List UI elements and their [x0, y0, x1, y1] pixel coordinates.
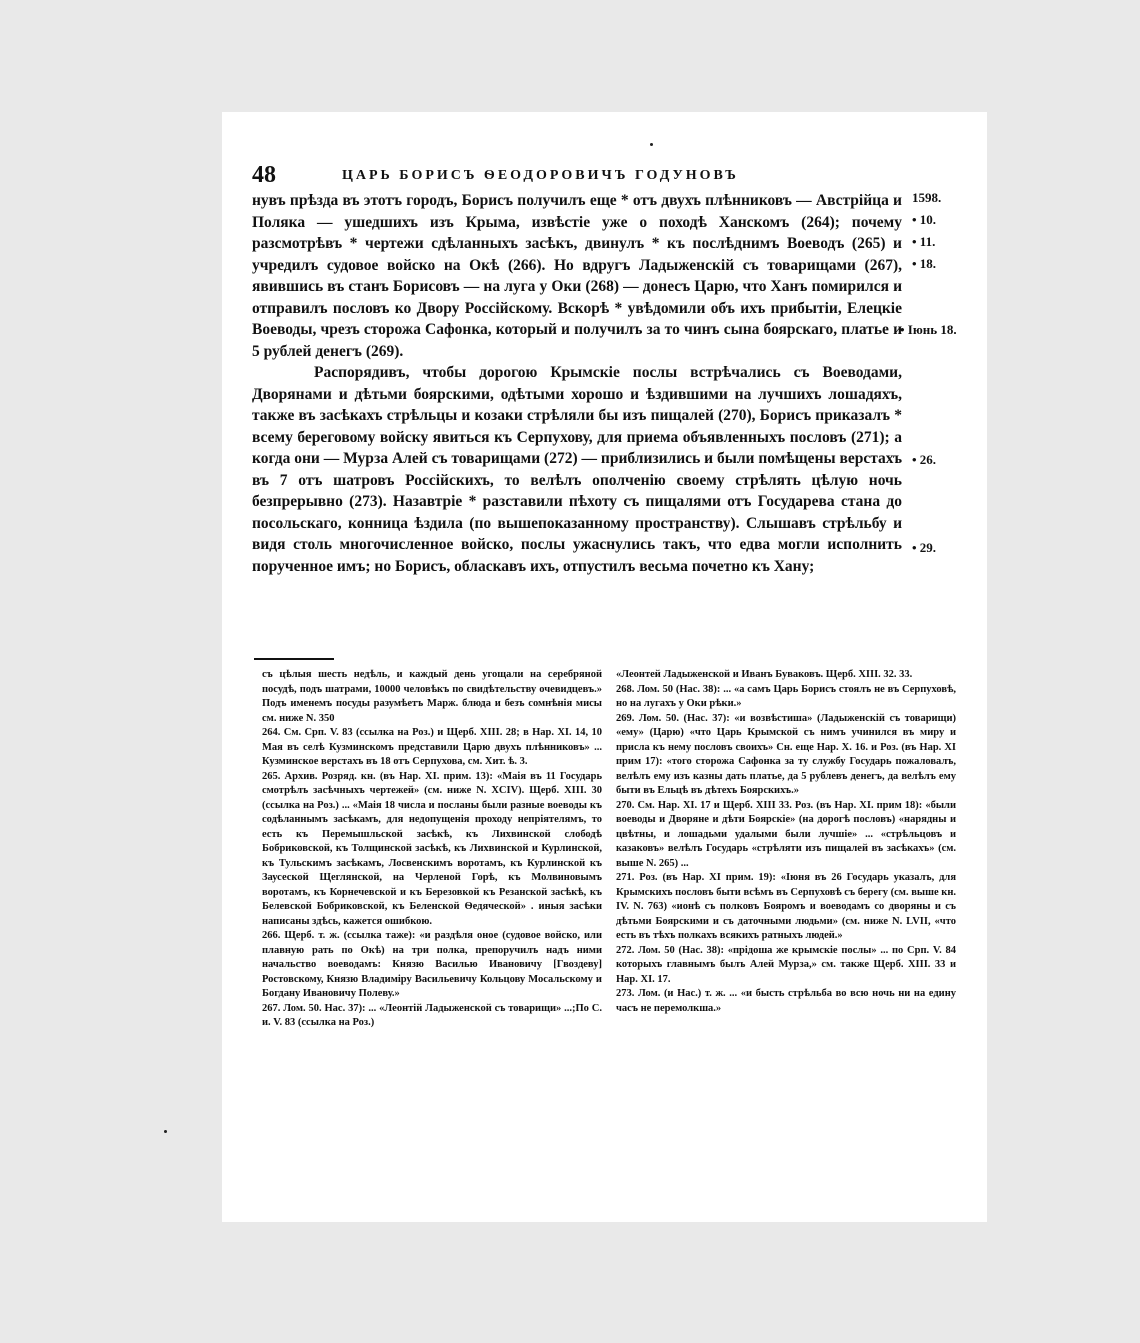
footnote: 267. Лом. 50. Нас. 37): ... «Леонтій Ладыженской съ товарищи» ...;По С. и. V. 83 (ссылка на Роз.)	[262, 1002, 602, 1028]
margin-note-date: • 10.	[912, 212, 937, 227]
dust-speck	[164, 1130, 167, 1133]
main-text	[252, 190, 902, 577]
footnote-rule	[254, 658, 334, 660]
footnote: 264. См. Срп. V. 83 (ссылка на Роз.) и Щерб. XIII. 28; в Нар. XI. 14, 10 Мая въ селѣ Кузминскомъ представили Царю двухъ плѣнниковъ» ... Кузминское верстахъ въ 18 отъ Серпухова, см. Хит. ѣ. 3.	[262, 727, 602, 767]
running-title: ЦАРЬ БОРИСЪ ѲЕОДОРОВИЧЪ ГОДУНОВЪ	[342, 168, 739, 183]
footnote: 271. Роз. (въ Нар. XI прим. 19): «Іюня въ 26 Государь указалъ, для Крымскихъ пословъ быти всѣмъ въ Серпуховѣ съ берегу (см. выше кн. IV. N. 763) «ионѣ съ полковъ Бояромъ и воеводамъ со дворяны и съ дѣтьми Боярскими и съ даточными людьми» (см. ниже N. LVII, «что есть въ тѣхъ полкахъ всякихъ ратныхъ людей.»	[616, 872, 956, 941]
paragraph: нувъ прѣзда въ этотъ городъ, Борисъ получилъ еще * отъ двухъ плѣнниковъ — Австрійца и Поляка — ушедшихъ изъ Крыма, извѣстіе уже о походѣ Ханскомъ (264); почему разсмотрѣвъ * чертежи сдѣланныхъ засѣкъ, двинулъ * къ послѣднимъ Воеводъ (265) и учредилъ судовое войско на Окѣ (266). Но вдругъ Ладыженскій съ товарищами (267), явившись въ станъ Борисовъ — на луга у Оки (268) — донесъ Царю, что Ханъ помирился и отправилъ пословъ ко Двору Россійскому. Вскорѣ * увѣдомили объ ихъ прибытіи, Елецкіе Воеводы, чрезъ сторожа Сафонка, который и получилъ за то чинъ сына боярскаго, платье и 5 рублей денегъ (269).	[252, 192, 902, 360]
page-number: 48	[252, 162, 276, 188]
footnote: 270. См. Нар. XI. 17 и Щерб. XIII 33. Роз. (въ Нар. XI. прим 18): «были воеводы и Дворяне и дѣти Боярскіе» (на дорогѣ пословъ) «нарядны и цвѣтны, и лошадьми удалыми были лучшіе» ... «стрѣльцовъ и казаковъ» велѣлъ Государь «стрѣляти изъ пищалей въ засѣкахъ» (см. выше N. 265) ...	[616, 799, 956, 869]
margin-note-date: • 26.	[912, 452, 937, 467]
margin-note-date: • 11.	[912, 234, 936, 249]
footnote: съ цѣлыя шесть недѣль, и каждый день угощали на серебряной посудѣ, подъ шатрами, 10000 человѣкъ по свидѣтельству очевидцевъ.» Подъ именемъ посуды разумѣетъ Марж. блюда и безъ сомнѣнія мисы см. ниже N. 350	[262, 669, 602, 724]
footnotes-right-column	[616, 668, 956, 1208]
page-header	[252, 162, 962, 192]
footnotes-left-column	[262, 668, 602, 1208]
footnote: 268. Лом. 50 (Нас. 38): ... «а самъ Царь Борисъ стоялъ не въ Серпуховѣ, но на лугахъ у Оки рѣки.»	[616, 683, 956, 709]
footnote: 273. Лом. (и Нас.) т. ж. ... «и бысть стрѣльба во всю ночь ни на едину часъ не перемолкша.»	[616, 988, 956, 1014]
margin-note-year: 1598.	[912, 190, 942, 205]
footnotes	[262, 668, 962, 1208]
footnote: 266. Щерб. т. ж. (ссылка таже): «и раздѣля оное (судовое войско, или плавную рать по Окѣ) на три полка, препоручилъ надъ ними начальство воеводамъ: Князю Василью Ивановичу [Гвоздеву] Ростовскому, Князю Владиміру Васильевичу Кольцову Мосальскому и Богдану Ивановичу Полеву.»	[262, 930, 602, 999]
margin-note-date: • 29.	[912, 540, 937, 555]
margin-note-date: • Іюнь 18.	[900, 322, 957, 337]
book-page	[222, 112, 987, 1222]
margin-notes	[900, 190, 982, 660]
dust-speck	[650, 143, 653, 146]
margin-note-date: • 18.	[912, 256, 937, 271]
footnote: 272. Лом. 50 (Нас. 38): «прідоша же крымскіе послы» ... по Срп. V. 84 которыхъ главнымъ былъ Алей Мурза,» см. также Щерб. XIII. 33 и Нар. XI. 17.	[616, 944, 956, 985]
footnote: «Леонтей Ладыженской и Иванъ Буваковъ. Щерб. XIII. 32. 33.	[616, 669, 913, 680]
footnote: 265. Архив. Розряд. кн. (въ Нар. XI. прим. 13): «Маія въ 11 Государь смотрѣлъ засѣчныхъ чертежей» (см. ниже N. XCIV). Щерб. XIII. 30 (ссылка на Роз.) ... «Маія 18 числа и посланы были разные воеводы къ содѣланнымъ засѣкамъ, для недопущенія проходу непріятелямъ, то есть къ Перемышльской засѣкѣ, къ Лихвинской слободѣ Бобриковской, къ Толщинской засѣкѣ, къ Лихвинской и Курлинской, къ Тульскимъ засѣкамъ, Лосвенскимъ воротамъ, къ Курлинской къ Заусеской Щеглянской, на Черленой Горѣ, къ Молвиновымъ воротамъ, къ Корнечевской и къ Березовкой къ Резанской засѣкѣ, къ Белевской Бобриковской, къ Беленской Ѳедяческой» . иныя засѣки написаны здѣсь, кажется ошибкою.	[262, 770, 602, 927]
footnote: 269. Лом. 50. (Нас. 37): «и возвѣстиша» (Ладыженскій съ товарищи) «ему» (Царю) «что Царь Крымской съ нимъ учинился въ миру и присла къ нему пословъ своихъ» Сн. еще Нар. X. 16. и Роз. (въ Нар. XI прим 17): «того сторожа Сафонка за ту службу Государь пожаловалъ, велѣлъ ему изъ казны дать платье, да 5 рублевъ денегъ, да велѣлъ ему быти въ Ельцѣ въ дѣтехъ Боярскихъ.»	[616, 712, 956, 796]
paragraph: Распорядивъ, чтобы дорогою Крымскіе послы встрѣчались съ Воеводами, Дворянами и дѣтьми боярскими, одѣтыми хорошо и ѣздившими на лучшихъ лошадяхъ, также въ засѣкахъ стрѣльцы и козаки стрѣляли бы изъ пищалей (270), Борисъ приказалъ * всему береговому войску явиться къ Серпухову, для приема объявленныхъ пословъ (271); а когда они — Мурза Алей съ товарищами (272) — приблизились и были помѣщены верстахъ въ 7 отъ шатровъ Россійскихъ, то велѣлъ ополченію своему стрѣлять цѣлую ночь безпрерывно (273). Назавтріе * разставили пѣхоту съ пищалями отъ Государева стана до посольскаго, конница ѣздила (по вышепоказанному пространству). Слышавъ стрѣльбу и видя столь многочисленное войско, послы ужаснулись такъ, что едва могли исполнить порученное имъ; но Борисъ, обласкавъ ихъ, отпустилъ весьма почетно къ Хану;	[252, 364, 902, 575]
